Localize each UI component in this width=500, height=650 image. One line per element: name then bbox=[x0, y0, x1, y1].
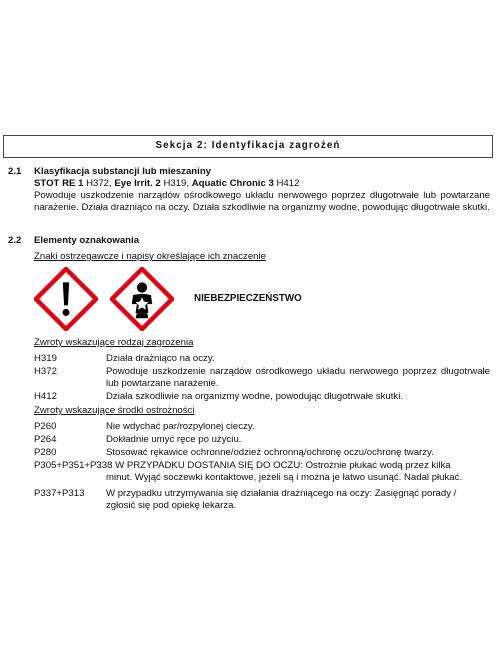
statement-text: Dokładnie umyć ręce po użyciu. bbox=[106, 433, 242, 445]
statement-text: Nie wdychać par/rozpylonej cieczy. bbox=[106, 420, 255, 432]
section-heading: Klasyfikacja substancji lub mieszaniny bbox=[34, 166, 212, 177]
statement-code: P305+P351+P338 bbox=[34, 459, 113, 471]
classification-name: Eye Irrit. 2 bbox=[114, 177, 161, 189]
precautionary-statement bbox=[34, 421, 490, 433]
statement-code: H319 bbox=[34, 352, 57, 364]
precautionary-statements bbox=[34, 421, 490, 512]
statement-text: W przypadku utrzymywania się działania drażniącego na oczy: Zasięgnąć porady / bbox=[106, 487, 457, 499]
precautionary-statement bbox=[34, 460, 490, 484]
statement-code: P337+P313 bbox=[34, 487, 85, 499]
hazard-statements bbox=[34, 353, 490, 403]
statement-text-continued: zgłosić się pod opiekę lekarza. bbox=[106, 499, 237, 511]
statement-text: Stosować rękawice ochronne/odzież ochronną/ochronę oczu/ochronę twarzy. bbox=[106, 446, 434, 458]
precautionary-statement bbox=[34, 434, 490, 446]
classification-code: H412 bbox=[276, 177, 300, 189]
statement-text: Działa szkodliwie na organizmy wodne, powodując długotrwałe skutki. bbox=[106, 390, 404, 402]
signal-word: NIEBEZPIECZEŃSTWO bbox=[194, 292, 302, 304]
hazard-statement bbox=[34, 366, 490, 390]
statement-text: W PRZYPADKU DOSTANIA SIĘ DO OCZU: Ostrożnie płukać wodą przez kilka bbox=[115, 459, 451, 471]
section-number: 2.2 bbox=[8, 235, 22, 246]
precautionary-statement bbox=[34, 488, 490, 512]
section-title: Sekcja 2: Identyfikacja zagrożeń bbox=[155, 140, 341, 152]
health-hazard-icon bbox=[110, 267, 174, 331]
section-heading: Elementy oznakowania bbox=[34, 235, 140, 246]
section-number: 2.1 bbox=[8, 166, 22, 177]
statement-code: H372 bbox=[34, 365, 57, 377]
classification-name: Aquatic Chronic 3 bbox=[191, 177, 274, 189]
statement-code: P264 bbox=[34, 433, 57, 445]
statement-text-continued: minut. Wyjąć soczewki kontaktowe, jeżeli są i można je łatwo usunąć. Nadal płukać. bbox=[106, 471, 463, 483]
classification-description: Powoduje uszkodzenie narządów ośrodkowego układu nerwowego poprzez długotrwałe lub powtarzane narażenie. Działa drażniąco na oczy. Działa szkodliwie na organizmy wodne, powodując długotrwałe skutki. bbox=[34, 189, 490, 213]
hazard-statement bbox=[34, 353, 490, 365]
statement-text: Działa drażniąco na oczy. bbox=[106, 352, 215, 364]
section-2-2 bbox=[8, 235, 490, 512]
exclamation-mark-icon bbox=[34, 267, 98, 331]
hazard-heading: Zwroty wskazujące rodzaj zagrożenia bbox=[34, 336, 194, 348]
hazard-statement bbox=[34, 391, 490, 403]
pictograms-heading: Znaki ostrzegawcze i napisy określające ich znaczenie bbox=[34, 250, 266, 262]
statement-code: P280 bbox=[34, 446, 57, 458]
statement-code: H412 bbox=[34, 390, 57, 402]
statement-text: Powoduje uszkodzenie narządów ośrodkowego układu nerwowego poprzez długotrwałe lub powtarzane narażenie. bbox=[106, 365, 490, 389]
classification-code: H372 bbox=[86, 177, 110, 189]
statement-code: P260 bbox=[34, 420, 57, 432]
pictogram-row bbox=[34, 267, 490, 331]
section-2-1 bbox=[8, 166, 490, 214]
precaution-heading: Zwroty wskazujące środki ostrożności bbox=[34, 404, 195, 416]
precautionary-statement bbox=[34, 447, 490, 459]
classification-code: H319 bbox=[163, 177, 187, 189]
section-header bbox=[3, 135, 493, 158]
classification-name: STOT RE 1 bbox=[34, 177, 84, 189]
classification-line: STOT RE 1 H372, Eye Irrit. 2 H319, Aquatic Chronic 3 H412 bbox=[34, 177, 300, 189]
